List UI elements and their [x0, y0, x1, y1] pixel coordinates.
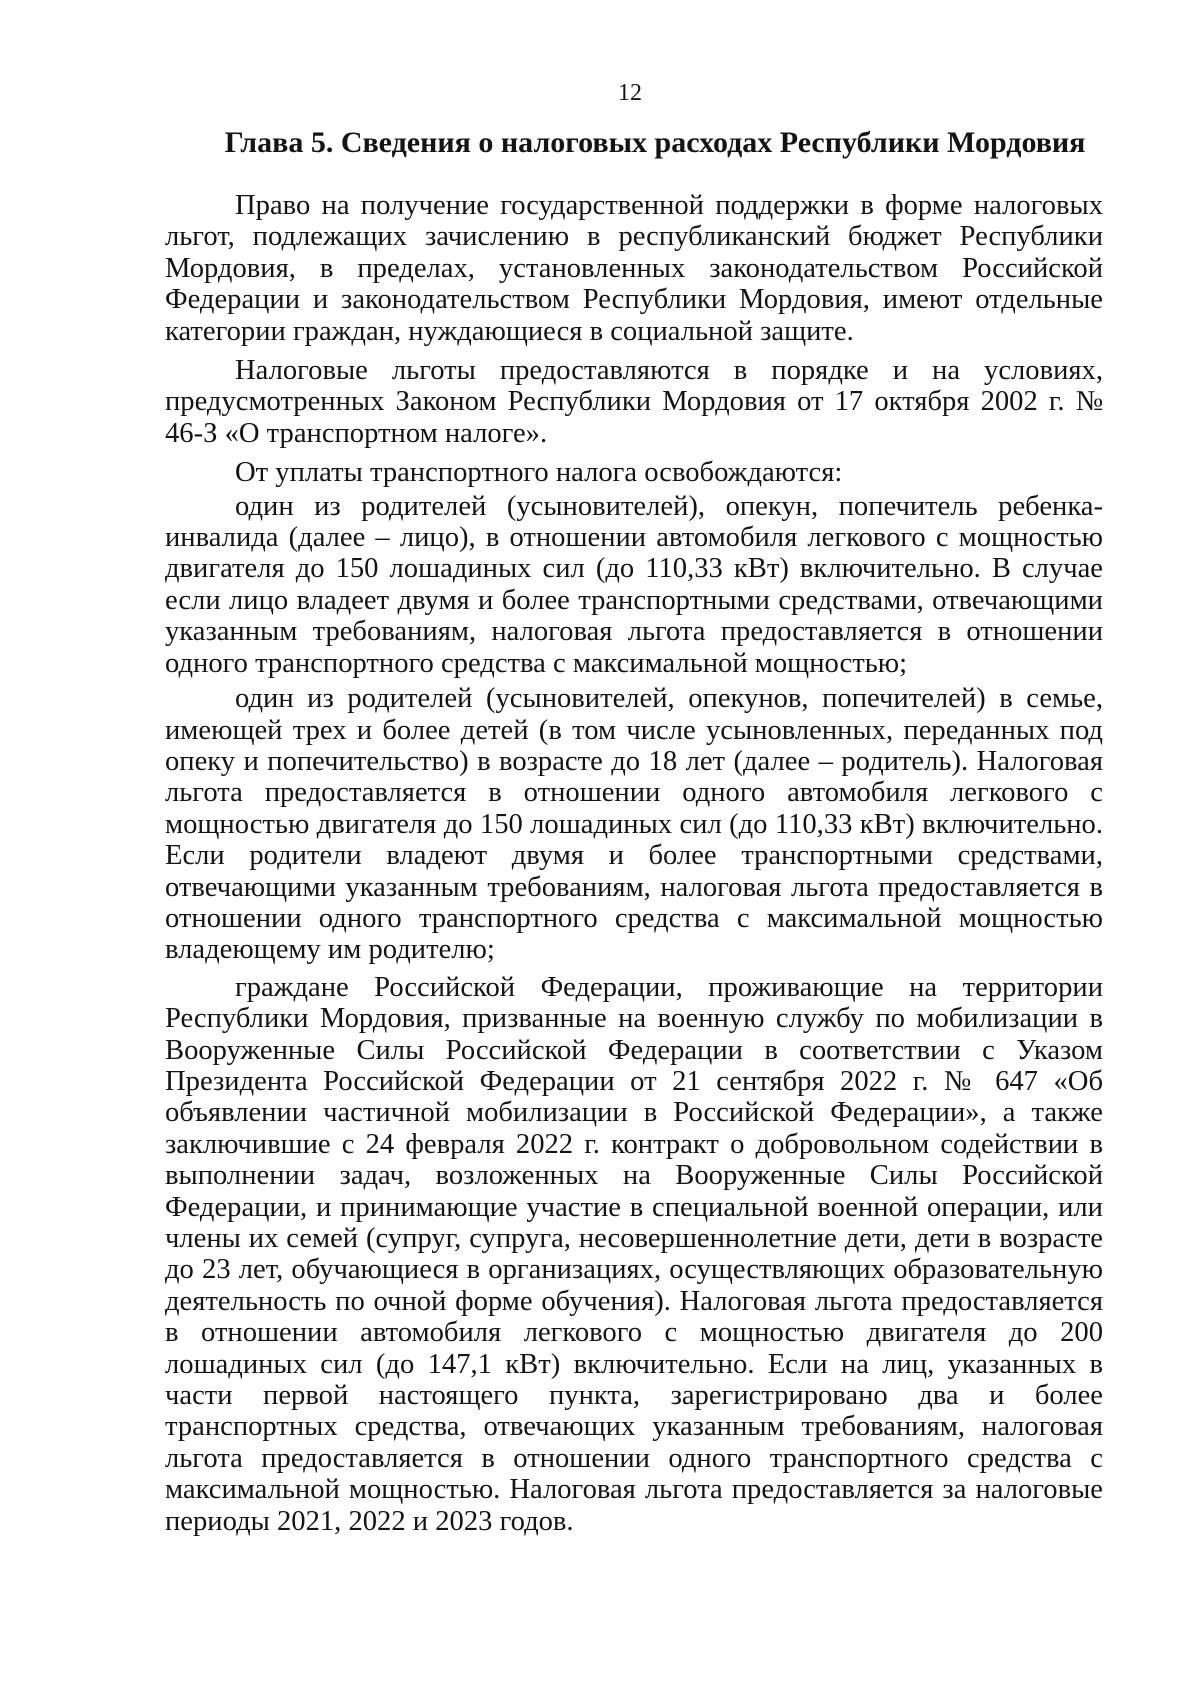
- paragraph-benefits-law: Налоговые льготы предоставляются в порядке и на условиях, предусмотренных Законом Республики Мордовия от 17 октября 2002 г. № 46-З «О транспортном налоге».: [165, 355, 1103, 449]
- paragraph-mobilized-citizens: граждане Российской Федерации, проживающие на территории Республики Мордовия, призванные на военную службу по мобилизации в Вооруженные Силы Российской Федерации в соответствии с Указом Президента Российской Федерации от 21 сентября 2022 г. № 647 «Об объявлении частичной мобилизации в Российской Федерации», а также заключившие с 24 февраля 2022 г. контракт о добровольном содействии в выполнении задач, возложенных на Вооруженные Силы Российской Федерации, и принимающие участие в специальной военной операции, или члены их семей (супруг, супруга, несовершеннолетние дети, дети в возрасте до 23 лет, обучающиеся в организациях, осуществляющих образовательную деятельность по очной форме обучения). Налоговая льгота предоставляется в отношении автомобиля легкового с мощностью двигателя до 200 лошадиных сил (до 147,1 кВт) включительно. Если на лиц, указанных в части первой настоящего пункта, зарегистрировано два и более транспортных средства, отвечающих указанным требованиям, налоговая льгота предоставляется в отношении одного транспортного средства с максимальной мощностью. Налоговая льгота предоставляется за налоговые периоды 2021, 2022 и 2023 годов.: [165, 971, 1103, 1537]
- paragraph-right-to-support: Право на получение государственной поддержки в форме налоговых льгот, подлежащих зачислению в республиканский бюджет Республики Мордовия, в пределах, установленных законодательством Российской Федерации и законодательством Республики Мордовия, имеют отдельные категории граждан, нуждающиеся в социальной защите.: [165, 190, 1103, 347]
- chapter-title: Глава 5. Сведения о налоговых расходах Республики Мордовия: [224, 126, 1086, 159]
- document-body: [165, 190, 1103, 1537]
- paragraph-large-family-parent: один из родителей (усыновителей, опекунов, попечителей) в семье, имеющей трех и более детей (в том числе усыновленных, переданных под опеку и попечительство) в возрасте до 18 лет (далее – родитель). Налоговая льгота предоставляется в отношении одного автомобиля легкового с мощностью двигателя до 150 лошадиных сил (до 110,33 кВт) включительно. Если родители владеют двумя и более транспортными средствами, отвечающими указанным требованиям, налоговая льгота предоставляется в отношении одного транспортного средства с максимальной мощностью владеющему им родителю;: [165, 683, 1103, 966]
- paragraph-exempt-intro: От уплаты транспортного налога освобождаются:: [235, 457, 843, 489]
- page-number: 12: [618, 80, 642, 106]
- paragraph-disabled-child-parent: один из родителей (усыновителей), опекун, попечитель ребенка-инвалида (далее – лицо), в отношении автомобиля легкового с мощностью двигателя до 150 лошадиных сил (до 110,33 кВт) включительно. В случае если лицо владеет двумя и более транспортными средствами, отвечающими указанным требованиям, налоговая льгота предоставляется в отношении одного транспортного средства с максимальной мощностью;: [165, 490, 1103, 679]
